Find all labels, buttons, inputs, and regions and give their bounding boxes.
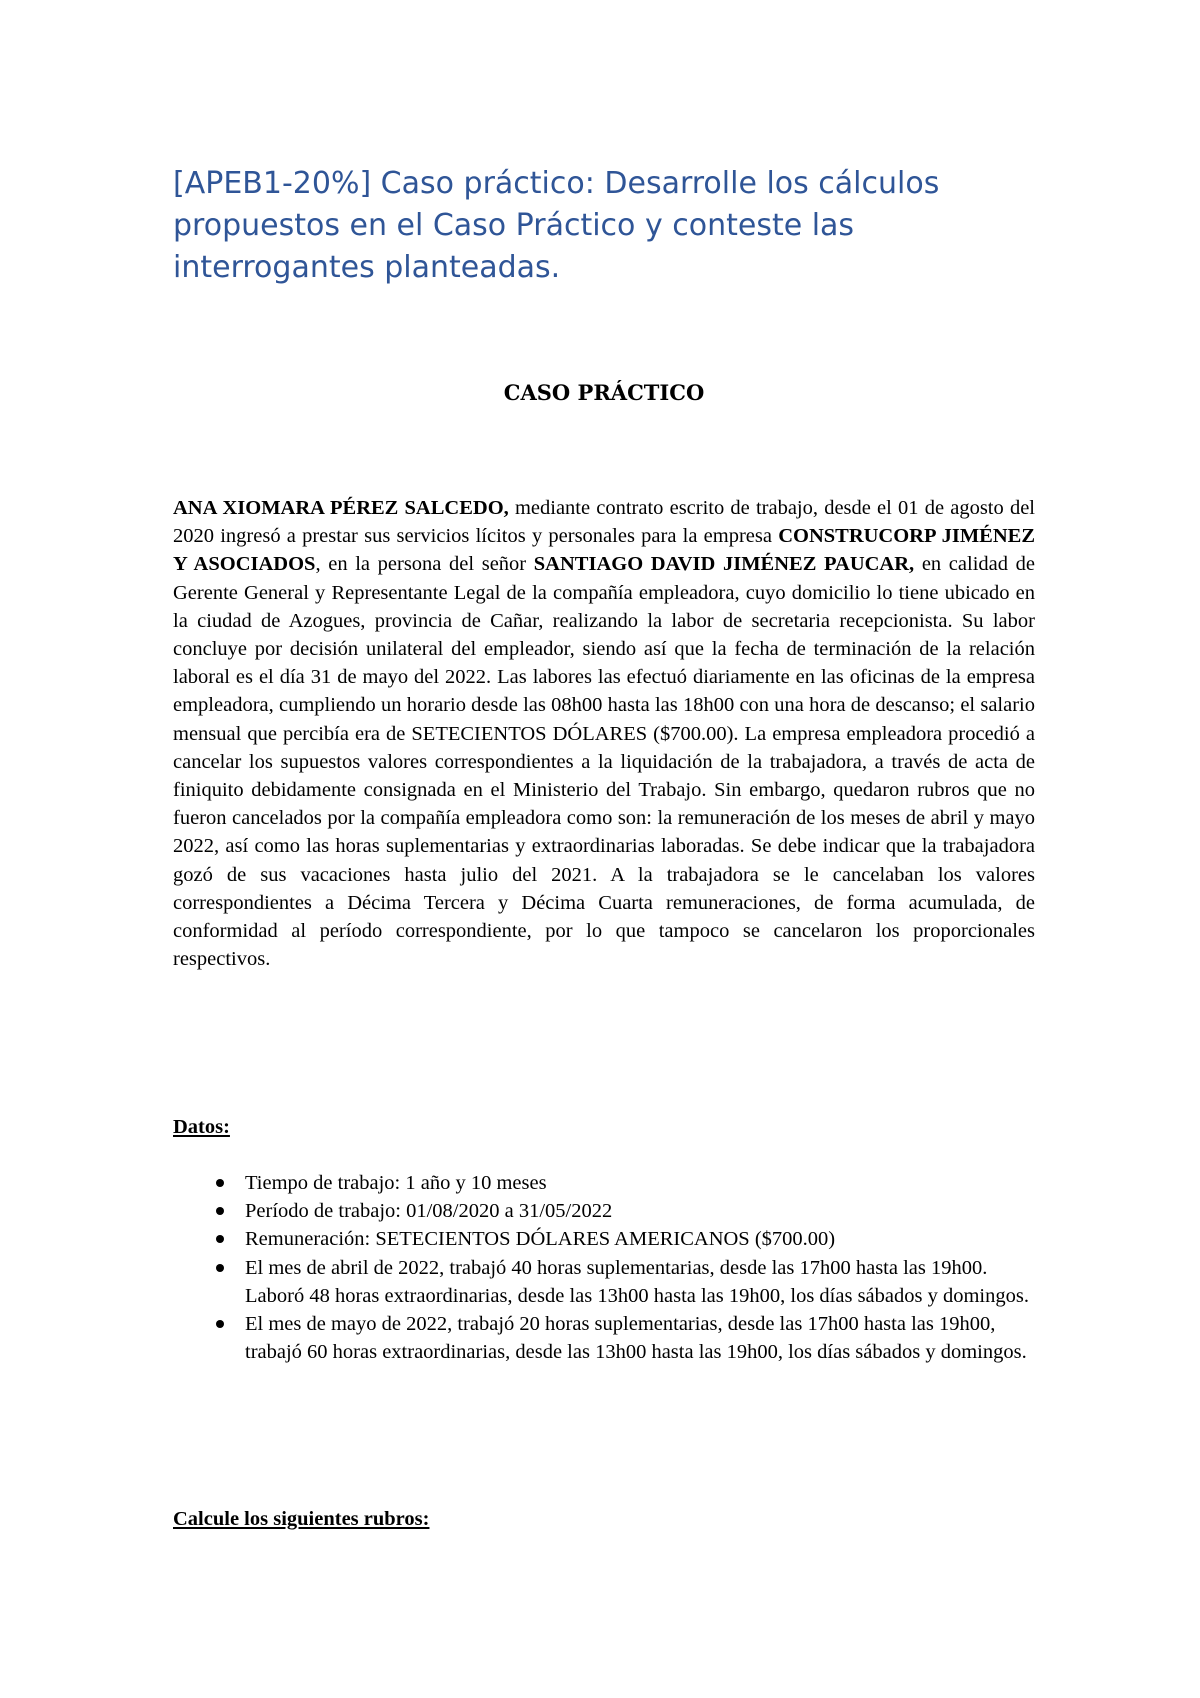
body-text-1: mediante contrato escrito de trabajo, desde el 01 de agosto del 2020 ingresó a prestar sus servicios lícitos y personales para la empresa — [173, 497, 1035, 548]
worker-name: ANA XIOMARA PÉREZ SALCEDO, — [173, 497, 509, 519]
list-item-text: Remuneración: SETECIENTOS DÓLARES AMERICANOS ($700.00) — [245, 1228, 836, 1251]
case-title: CASO PRÁCTICO — [503, 380, 705, 405]
list-item-text: Tiempo de trabajo: 1 año y 10 meses — [245, 1172, 547, 1194]
body-text-3: en calidad de Gerente General y Representante Legal de la compañía empleadora, cuyo domicilio lo tiene ubicado en la ciudad de Azogues, provincia de Cañar, realizando la labor de secretaria recepcionista. Su labor concluye por decisión unilateral del empleador, siendo así que la fecha de terminación de la relación laboral es el día 31 de mayo del 2022. Las labores las efectuó diariamente en las oficinas de la empresa empleadora, cumpliendo un horario desde las 08h00 hasta las 18h00 con una hora de descanso; el salario mensual que percibía era de SETECIENTOS DÓLARES ($700.00). La empresa empleadora procedió a cancelar los supuestos valores correspondientes a la liquidación de la trabajadora, a través de acta de finiquito debidamente consignada en el Ministerio del Trabajo. Sin embargo, quedaron rubros que no fueron cancelados por la compañía empleadora como son: la remuneración de los meses de abril y mayo 2022, así como las horas suplementarias y extraordinarias laboradas. Se debe indicar que la trabajadora gozó de sus vacaciones hasta julio del 2021. A la trabajadora se le cancelaban los valores correspondientes a Décima Tercera y Décima Cuarta remuneraciones, de forma acumulada, de conformidad al período correspondiente, por lo que tampoco se cancelaron los proporcionales respectivos. — [173, 553, 1035, 971]
bullet-icon — [216, 1264, 224, 1272]
list-item — [173, 1197, 1035, 1225]
list-item — [173, 1225, 1035, 1253]
datos-list — [173, 1169, 1035, 1366]
bullet-icon — [216, 1207, 224, 1215]
list-item — [173, 1254, 1035, 1310]
assignment-heading: [APEB1-20%] Caso práctico: Desarrolle los cálculos propuestos en el Caso Práctico y conteste las interrogantes planteadas. — [173, 166, 940, 285]
bullet-icon — [216, 1235, 224, 1243]
list-item — [173, 1169, 1035, 1197]
body-text-2: , en la persona del señor — [315, 553, 534, 576]
list-item-text: Período de trabajo: 01/08/2020 a 31/05/2022 — [245, 1200, 613, 1223]
bullet-icon — [216, 1320, 224, 1328]
company-name: CONSTRUCORP JIMÉNEZ Y ASOCIADOS — [173, 525, 1035, 576]
list-item-text: El mes de mayo de 2022, trabajó 20 horas suplementarias, desde las 17h00 hasta las 19h00, trabajó 60 horas extraordinarias, desde las 13h00 hasta las 19h00, los días sábados y domingos. — [245, 1313, 1027, 1364]
manager-name: SANTIAGO DAVID JIMÉNEZ PAUCAR, — [533, 553, 915, 576]
case-body-paragraph — [173, 494, 1035, 973]
datos-label: Datos: — [173, 1116, 230, 1138]
bullet-icon — [216, 1179, 224, 1187]
list-item — [173, 1310, 1035, 1366]
calculate-items-label: Calcule los siguientes rubros: — [173, 1508, 430, 1530]
list-item-text: El mes de abril de 2022, trabajó 40 horas suplementarias, desde las 17h00 hasta las 19h00. Laboró 48 horas extraordinarias, desde las 13h00 hasta las 19h00, los días sábados y domingos. — [245, 1256, 1029, 1307]
